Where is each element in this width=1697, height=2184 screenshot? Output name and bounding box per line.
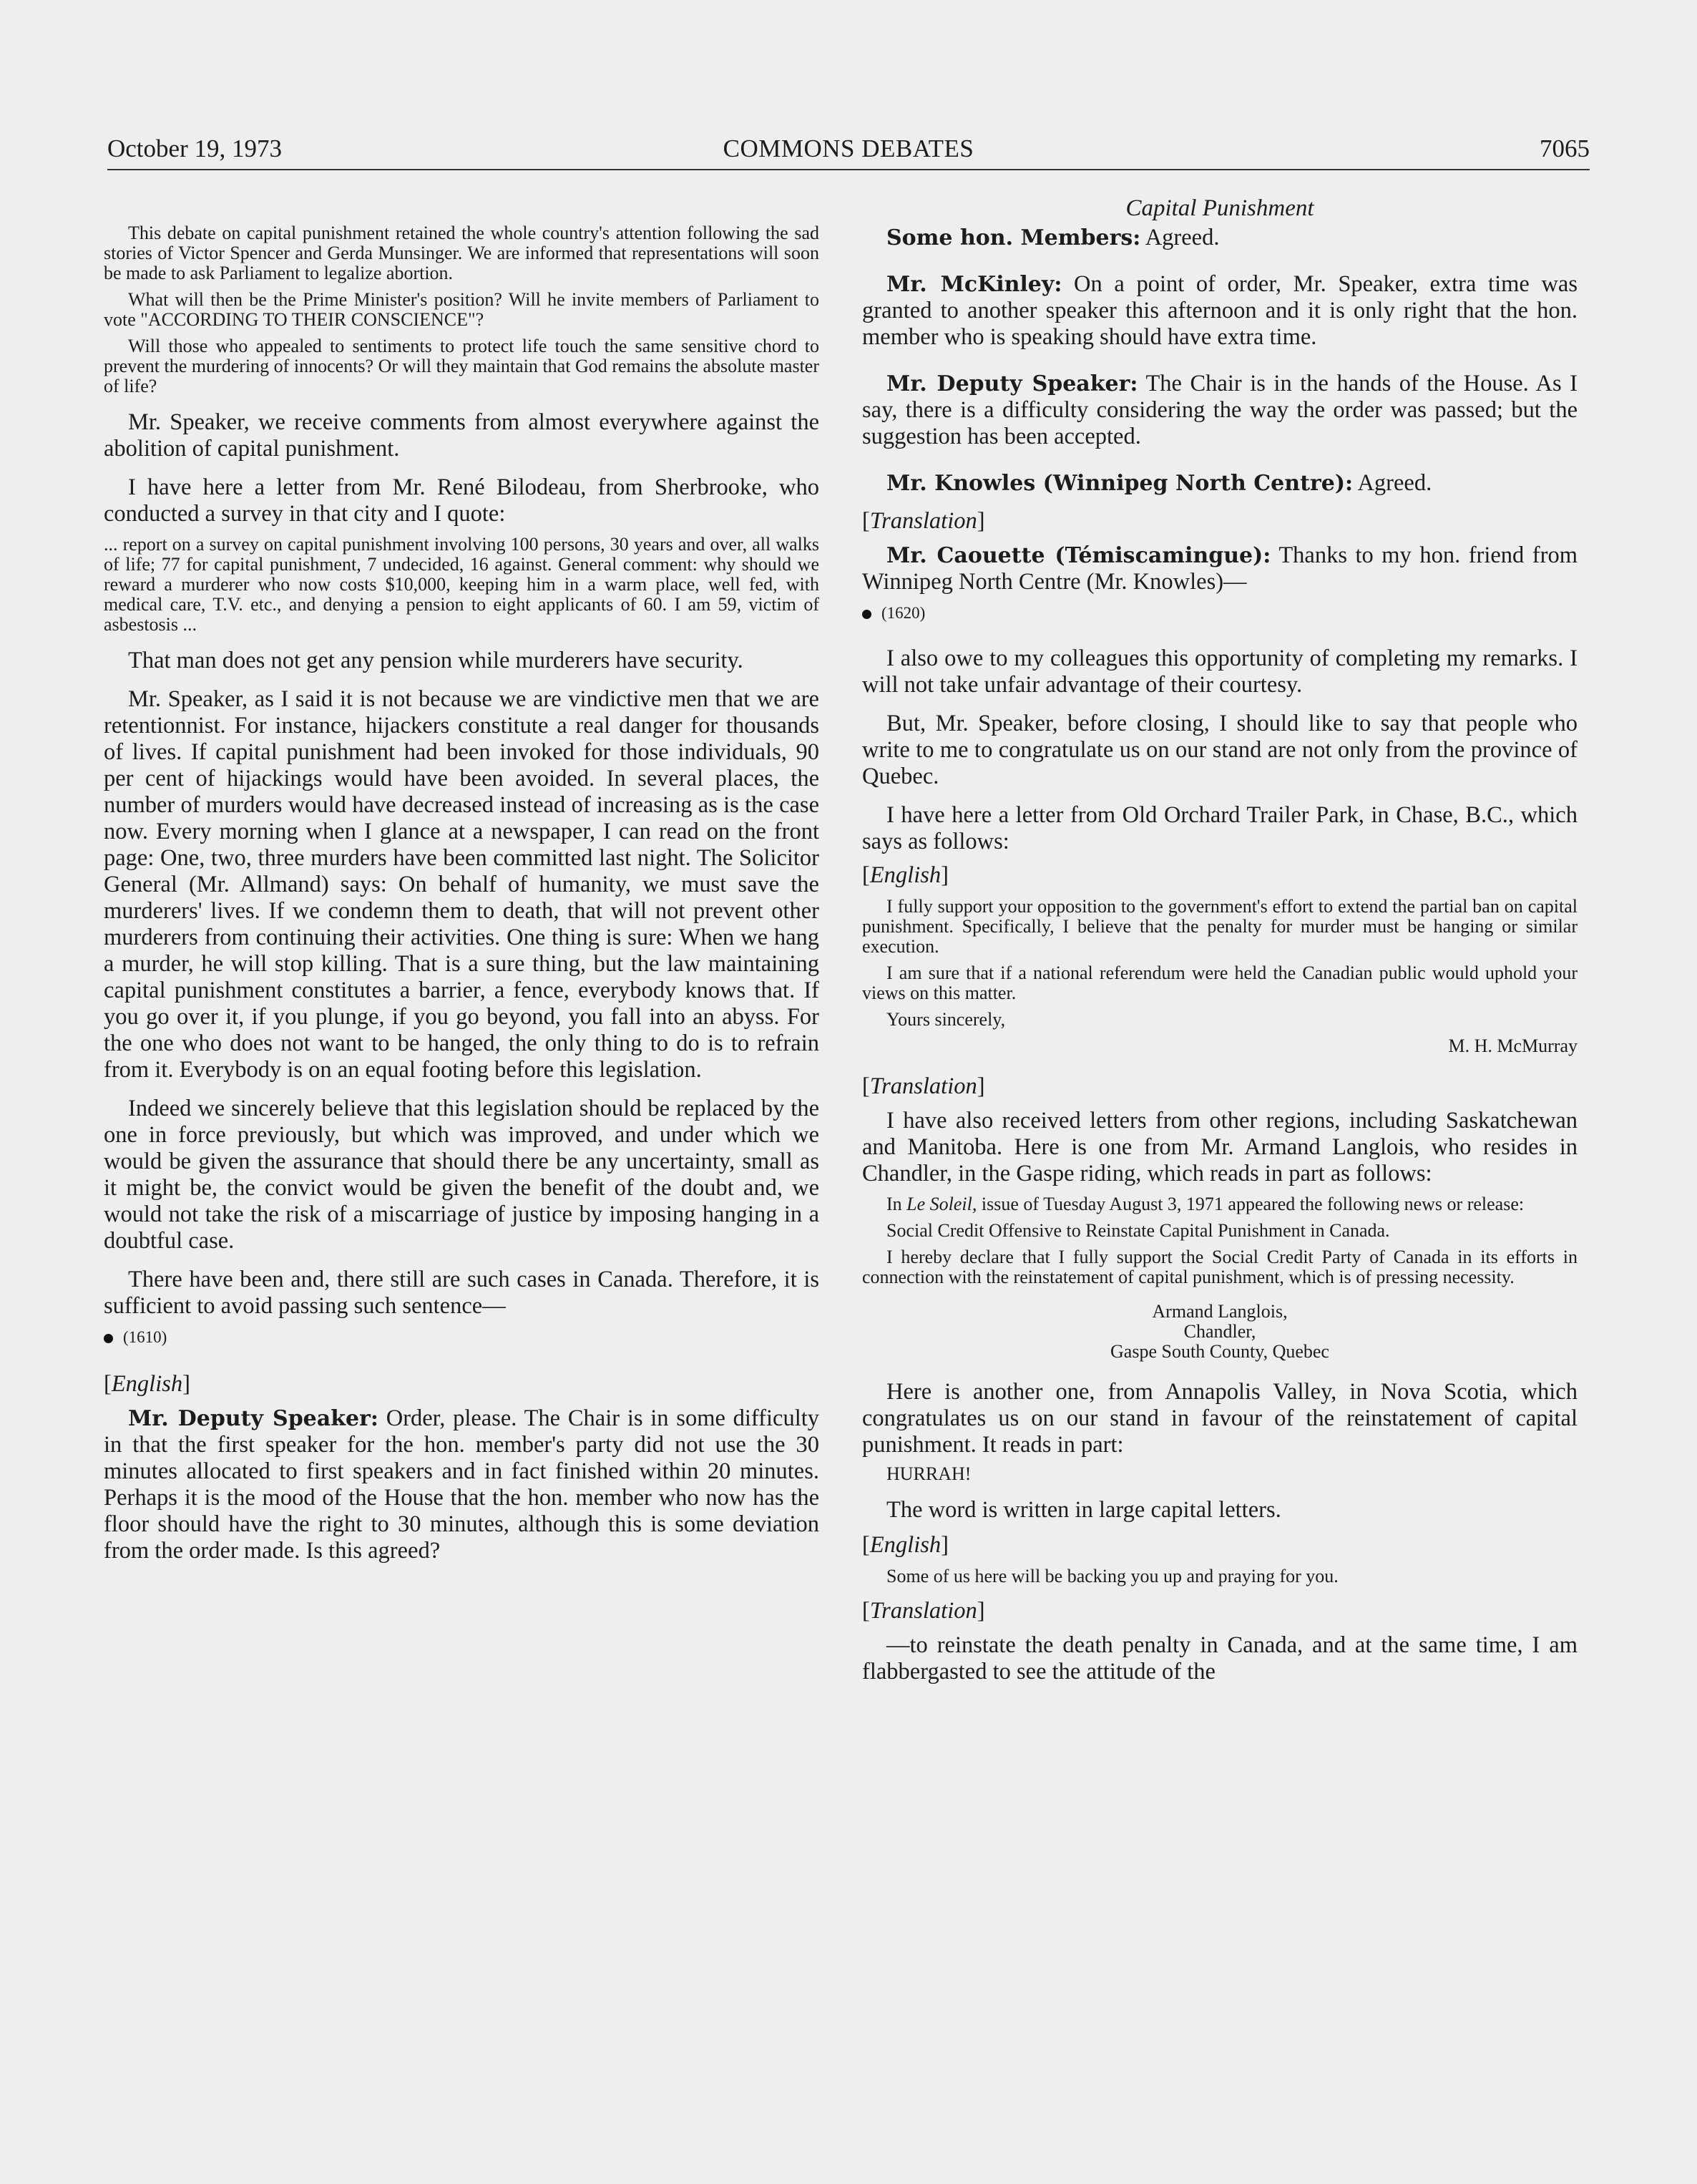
quoted-paragraph: Social Credit Offensive to Reinstate Capital Punishment in Canada. <box>886 1220 1390 1241</box>
language-label: Translation <box>869 1598 977 1624</box>
speaker-name: Mr. Deputy Speaker: <box>128 1406 378 1431</box>
body-paragraph: I have also received letters from other regions, including Saskatchewan and Manitoba. Here is one from Mr. Armand Langlois, who resides in Chandler, in the Gaspe riding, which reads in part as follows: <box>862 1108 1578 1186</box>
header-title: COMMONS DEBATES <box>723 135 974 162</box>
bullet-icon <box>104 1334 113 1343</box>
signature-town: Chandler, <box>1183 1321 1256 1342</box>
speaker-name: Mr. Deputy Speaker: <box>886 371 1138 396</box>
signature-name: Armand Langlois, <box>1152 1301 1288 1322</box>
time-marker <box>862 603 1578 624</box>
body-paragraph <box>862 542 1578 595</box>
speech-text: Agreed. <box>1357 470 1432 496</box>
speaker-name: Mr. McKinley: <box>886 272 1062 297</box>
language-label: English <box>869 862 942 888</box>
body-paragraph: I also owe to my colleagues this opportunity of completing my remarks. I will not take unfair advantage of their courtesy. <box>862 645 1578 698</box>
quoted-paragraph: I hereby declare that I fully support the Social Credit Party of Canada in its efforts in connection with the reinstatement of capital punishment, which is of pressing necessity. <box>862 1247 1578 1287</box>
language-label: Translation <box>869 508 977 534</box>
body-paragraph: Indeed we sincerely believe that this legislation should be replaced by the one in force previously, but which was improved, and under which we would be given the assurance that should there be any uncertainty, small as it might be, the convict would be given the benefit of the doubt and, we would not take the risk of a miscarriage of justice by imposing hanging in a doubtful case. <box>104 1096 819 1254</box>
speaker-name: Mr. Knowles (Winnipeg North Centre): <box>886 471 1354 496</box>
language-marker: [English] <box>104 1371 190 1397</box>
header-rule <box>107 169 1590 170</box>
quoted-paragraph: What will then be the Prime Minister's position? Will he invite members of Parliament to vote "ACCORDING TO THEIR CONSCIENCE"? <box>104 289 819 330</box>
speech-text: The Chair is in the hands of the House. As I say, there is a difficulty considering the way the order was passed; but the suggestion has been accepted. <box>862 371 1578 449</box>
newspaper-name: Le Soleil, <box>906 1194 977 1214</box>
right-column <box>862 195 1578 1697</box>
body-paragraph <box>862 470 1578 497</box>
body-paragraph: That man does not get any pension while murderers have security. <box>128 648 743 673</box>
time-stamp: (1610) <box>123 1328 167 1346</box>
body-paragraph <box>862 225 1578 251</box>
letter-signature: M. H. McMurray <box>1448 1035 1578 1056</box>
body-paragraph: I have here a letter from Old Orchard Trailer Park, in Chase, B.C., which says as follows: <box>862 802 1578 854</box>
language-marker: [English] <box>862 862 949 888</box>
body-paragraph: Mr. Speaker, as I said it is not because we are vindictive men that we are retentionnist. For instance, hijackers constitute a real danger for thousands of lives. If capital punishment had been invoked for those individuals, 90 per cent of hijackings would have been avoided. In several places, the number of murders would have decreased instead of increasing as is the case now. Every morning when I glance at a newspaper, I can read on the front page: One, two, three murders have been committed last night. The Solicitor General (Mr. Allmand) says: On behalf of humanity, we must save the murderers' lives. If we condemn them to death, that will not prevent other murderers from continuing their activities. One thing is sure: When we hang a murder, he will stop killing. That is a sure thing, but the law maintaining capital punishment constitutes a barrier, a fence, everybody knows that. If you go over it, if you plunge, if you go beyond, you fall into an abyss. For the one who does not want to be hanged, the only thing to do is to refrain from it. Everybody is on an equal footing before this legislation. <box>104 686 819 1083</box>
quoted-paragraph: Some of us here will be backing you up and praying for you. <box>886 1566 1339 1586</box>
language-marker: [English] <box>862 1532 949 1558</box>
time-marker <box>104 1327 819 1348</box>
body-paragraph: But, Mr. Speaker, before closing, I should like to say that people who write to me to congratulate us on our stand are not only from the province of Quebec. <box>862 711 1578 789</box>
language-label: Translation <box>869 1073 977 1099</box>
body-paragraph <box>862 271 1578 351</box>
body-paragraph <box>862 371 1578 450</box>
body-paragraph: Here is another one, from Annapolis Valley, in Nova Scotia, which congratulates us on our stand in favour of the reinstatement of capital punishment. It reads in part: <box>862 1379 1578 1458</box>
left-column <box>104 223 819 1576</box>
language-marker: [Translation] <box>862 508 985 534</box>
language-marker: [Translation] <box>862 1598 985 1624</box>
quoted-paragraph: HURRAH! <box>886 1463 972 1484</box>
speech-text: Agreed. <box>1145 225 1220 250</box>
quoted-paragraph: ... report on a survey on capital punishment involving 100 persons, 30 years and over, all walks of life; 77 for capital punishment, 7 undecided, 16 against. General comment: why should we reward a murderer who now costs $10,000, keeping him in a warm place, well fed, with medical care, T.V. etc., and denying a pension to eight applicants of 60. I am 59, victim of asbestosis ... <box>104 534 819 635</box>
quoted-paragraph: I fully support your opposition to the government's effort to extend the partial ban on capital punishment. Specifically, I believe that the penalty for murder must be hanging or similar execution. <box>862 896 1578 957</box>
language-label: English <box>869 1532 942 1558</box>
body-paragraph: The word is written in large capital letters. <box>886 1497 1281 1523</box>
speech-text: Thanks to my hon. friend from Winnipeg North Centre (Mr. Knowles)— <box>862 542 1578 595</box>
body-paragraph: —to reinstate the death penalty in Canada, and at the same time, I am flabbergasted to see the attitude of the <box>862 1632 1578 1685</box>
body-paragraph: I have here a letter from Mr. René Bilodeau, from Sherbrooke, who conducted a survey in that city and I quote: <box>104 474 819 527</box>
quote-text: In <box>886 1194 907 1214</box>
quoted-paragraph: Will those who appealed to sentiments to protect life touch the same sensitive chord to prevent the murdering of innocents? Or will they maintain that God remains the absolute master of life? <box>104 336 819 396</box>
speech-text: Order, please. The Chair is in some difficulty in that the first speaker for the hon. member's party did not use the 30 minutes allocated to first speakers and in fact finished within 20 minutes. Perhaps it is the mood of the House that the hon. member who now has the floor should have the right to 30 minutes, although this is some deviation from the order made. Is this agreed? <box>104 1405 819 1564</box>
language-marker: [Translation] <box>862 1073 985 1099</box>
running-head: Capital Punishment <box>1125 195 1314 221</box>
speaker-name: Some hon. Members: <box>886 225 1141 250</box>
time-stamp: (1620) <box>881 604 926 622</box>
language-label: English <box>111 1371 183 1397</box>
page-header <box>107 135 1590 170</box>
bullet-icon <box>862 610 871 619</box>
speech-text: On a point of order, Mr. Speaker, extra time was granted to another speaker this afternoon and it is only right that the hon. member who is speaking should have extra time. <box>862 271 1578 350</box>
quoted-paragraph <box>862 1194 1578 1214</box>
quoted-paragraph: Yours sincerely, <box>886 1009 1006 1030</box>
body-paragraph: There have been and, there still are such cases in Canada. Therefore, it is sufficient to avoid passing such sentence— <box>104 1267 819 1319</box>
header-date: October 19, 1973 <box>107 135 282 162</box>
quoted-paragraph: This debate on capital punishment retained the whole country's attention following the sad stories of Victor Spencer and Gerda Munsinger. We are informed that representations will soon be made to ask Parliament to legalize abortion. <box>104 223 819 283</box>
signature-county: Gaspe South County, Quebec <box>1110 1341 1329 1362</box>
body-paragraph <box>104 1405 819 1564</box>
header-page-number: 7065 <box>1540 135 1590 162</box>
quoted-paragraph: I am sure that if a national referendum were held the Canadian public would uphold your views on this matter. <box>862 962 1578 1003</box>
letter-signature-block <box>862 1302 1578 1362</box>
speaker-name: Mr. Caouette (Témiscamingue): <box>886 543 1271 568</box>
body-paragraph: Mr. Speaker, we receive comments from almost everywhere against the abolition of capital punishment. <box>104 409 819 462</box>
quote-text: issue of Tuesday August 3, 1971 appeared the following news or release: <box>977 1194 1525 1214</box>
